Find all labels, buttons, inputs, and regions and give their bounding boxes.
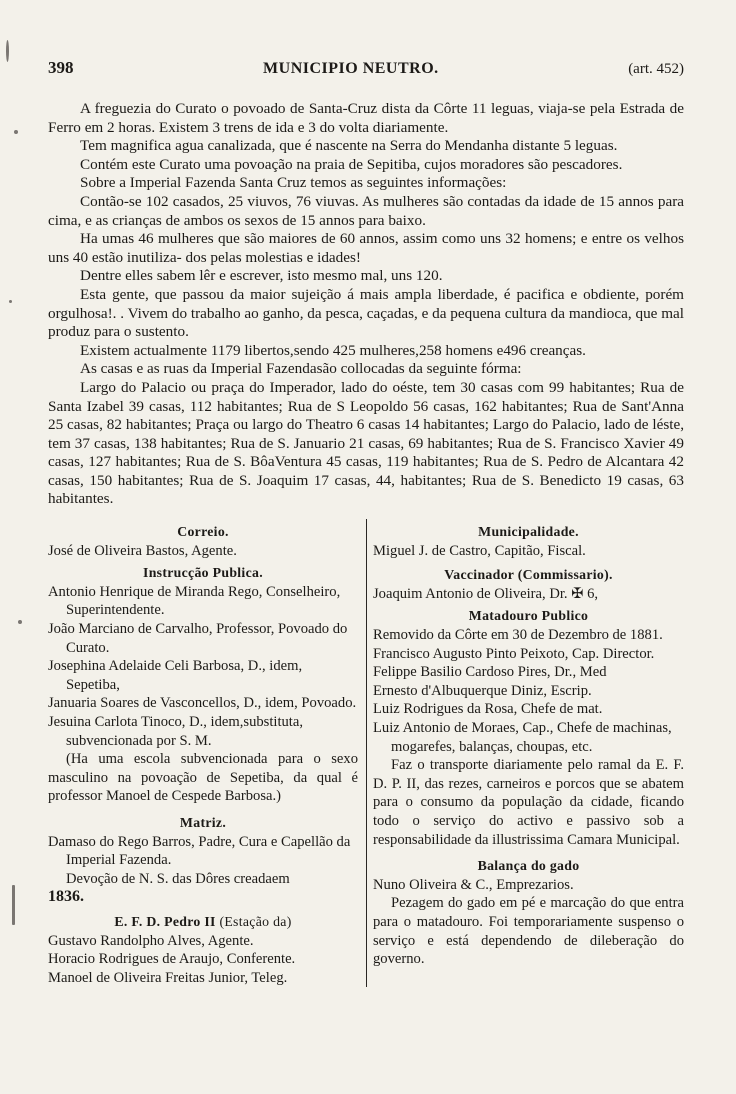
section-title-municipalidade: Municipalidade. <box>478 524 579 540</box>
list-item: João Marciano de Carvalho, Professor, Povoado do Curato. <box>48 621 348 656</box>
section-title-balanca: Balança do gado <box>477 858 580 874</box>
list-item: Josephina Adelaide Celi Barbosa, D., idem, Sepetiba, <box>48 658 303 693</box>
directory-columns <box>48 519 684 987</box>
section-title-efdp <box>48 913 358 932</box>
page-header <box>48 58 684 78</box>
section-note: Faz o transporte diariamente pelo ramal da E. F. D. P. II, das rezes, carneiros e porcos que se abatem para o consumo da população da cidade, ficando todo o serviço do activo e passivo sob a responsabilidade da illustrissima Camara Municipal. <box>373 757 684 848</box>
paragraph: Sobre a Imperial Fazenda Santa Cruz temos as seguintes informações: <box>80 174 507 192</box>
paragraph: As casas e as ruas da Imperial Fazendasão collocadas da seguinte fórma: <box>80 360 522 378</box>
right-column <box>366 519 684 987</box>
paragraph: A freguezia do Curato o povoado de Santa-Cruz dista da Côrte 11 leguas, viaja-se pela Estrada de Ferro em 2 horas. Existem 3 trens de ida e 3 do volta diariamente. <box>48 100 684 136</box>
list-item: Januaria Soares de Vasconcellos, D., idem, Povoado. <box>48 695 357 712</box>
section-note: Pezagem do gado em pé e marcação do que entra para o matadouro. Foi temporariamente suspenso o serviço e está dependendo de dileberação do governo. <box>373 895 684 968</box>
page <box>48 58 684 987</box>
list-item: Horacio Rodrigues de Araujo, Conferente. <box>48 951 296 968</box>
list-item: Jesuina Carlota Tinoco, D., idem,substituta, subvencionada por S. M. <box>48 714 303 749</box>
body-text <box>48 100 684 509</box>
scan-speck <box>18 620 22 624</box>
list-item: Manoel de Oliveira Freitas Junior, Teleg. <box>48 969 288 986</box>
scan-speck <box>9 300 12 303</box>
list-item: Gustavo Randolpho Alves, Agente. <box>48 932 254 949</box>
section-title-instrucao: Instrucção Publica. <box>143 565 263 581</box>
list-item: Luiz Rodrigues da Rosa, Chefe de mat. <box>373 701 603 718</box>
paragraph: Tem magnifica agua canalizada, que é nascente na Serra do Mendanha distante 5 leguas. <box>80 137 618 155</box>
paragraph: Ha umas 46 mulheres que são maiores de 60 annos, assim como uns 32 homens; e entre os velhos uns 40 estão inutiliza- dos pelas molestias e idades! <box>48 230 684 266</box>
list-item: Nuno Oliveira & C., Emprezarios. <box>373 876 574 893</box>
section-title-matriz: Matriz. <box>179 814 227 830</box>
list-item: Felippe Basilio Cardoso Pires, Dr., Med <box>373 664 607 681</box>
list-item: Luiz Antonio de Moraes, Cap., Chefe de machinas, mogarefes, balanças, choupas, etc. <box>373 720 672 755</box>
section-title-bold: E. F. D. Pedro II <box>114 913 216 929</box>
section-note: Devoção de N. S. das Dôres creadaem <box>66 870 290 887</box>
scan-speck <box>6 40 9 62</box>
paragraph: Contão-se 102 casados, 25 viuvos, 76 viuvas. As mulheres são contadas da idade de 15 annos para cima, e as crianças de ambos os sexos de 15 annos para baixo. <box>48 192 684 229</box>
scan-speck <box>12 885 15 925</box>
article-reference: (art. 452) <box>628 61 684 77</box>
left-column <box>48 519 366 987</box>
year-value: 1836. <box>48 888 84 906</box>
scan-speck <box>14 130 18 134</box>
section-note: (Ha uma escola subvencionada para o sexo masculino na povoação de Sepetiba, da qual é professor Manoel de Cespede Barbosa.) <box>48 751 358 805</box>
list-item: Francisco Augusto Pinto Peixoto, Cap. Director. <box>373 645 655 662</box>
list-item: José de Oliveira Bastos, Agente. <box>48 542 237 559</box>
list-item: Removido da Côrte em 30 de Dezembro de 1881. <box>373 627 663 644</box>
paragraph: Esta gente, que passou da maior sujeição á mais ampla liberdade, é pacifica e obdiente, porém orgulhosa!. . Vivem do trabalho ao ganho, da pesca, caçadas, e da pequena cultura da mandioca, que mal produz para o sustento. <box>48 285 684 341</box>
list-item: Damaso do Rego Barros, Padre, Cura e Capellão da Imperial Fazenda. <box>48 833 351 869</box>
streets-paragraph: Largo do Palacio ou praça do Imperador, lado do oéste, tem 30 casas com 99 habitantes; Rua de Santa Izabel 39 casas, 112 habitantes; Rua de S Leopoldo 56 casas, 162 habitantes; Rua de Sant'Anna 25 casas, 82 habitantes; Praça ou largo do Theatro 6 casas 14 habitantes; Largo do Palacio, lado de léste, tem 37 casas, 138 habitantes; Rua de S. Januario 21 casas, 69 habitantes; Rua de S. Francisco Xavier 49 casas, 127 habitantes; Rua de S. BôaVentura 45 casas, 119 habitantes; Rua de S. Pedro de Alcantara 42 casas, 150 habitantes; Rua de S. Joaquim 17 casas, 44, habitantes; Rua de S. Benedicto 19 casas, 63 habitantes. <box>48 378 684 508</box>
section-title-vaccinador: Vaccinador (Commissario). <box>444 567 613 583</box>
section-title-correio: Correio. <box>177 524 229 540</box>
page-title: MUNICIPIO NEUTRO. <box>263 60 439 77</box>
paragraph: Existem actualmente 1179 libertos,sendo 425 mulheres,258 homens e496 creanças. <box>80 341 586 359</box>
list-item: Ernesto d'Albuquerque Diniz, Escrip. <box>373 682 592 699</box>
list-item: Antonio Henrique de Miranda Rego, Conselheiro, Superintendente. <box>48 583 341 619</box>
list-item: Joaquim Antonio de Oliveira, Dr. ✠ 6, <box>373 585 599 602</box>
list-item: Miguel J. de Castro, Capitão, Fiscal. <box>373 542 586 559</box>
paragraph: Contém este Curato uma povoação na praia de Sepitiba, cujos moradores são pescadores. <box>80 155 623 173</box>
paragraph: Dentre elles sabem lêr e escrever, isto mesmo mal, uns 120. <box>80 267 443 285</box>
section-title-matadouro: Matadouro Publico <box>468 608 589 624</box>
section-title-normal: (Estação da) <box>219 913 292 929</box>
page-number: 398 <box>48 58 74 77</box>
